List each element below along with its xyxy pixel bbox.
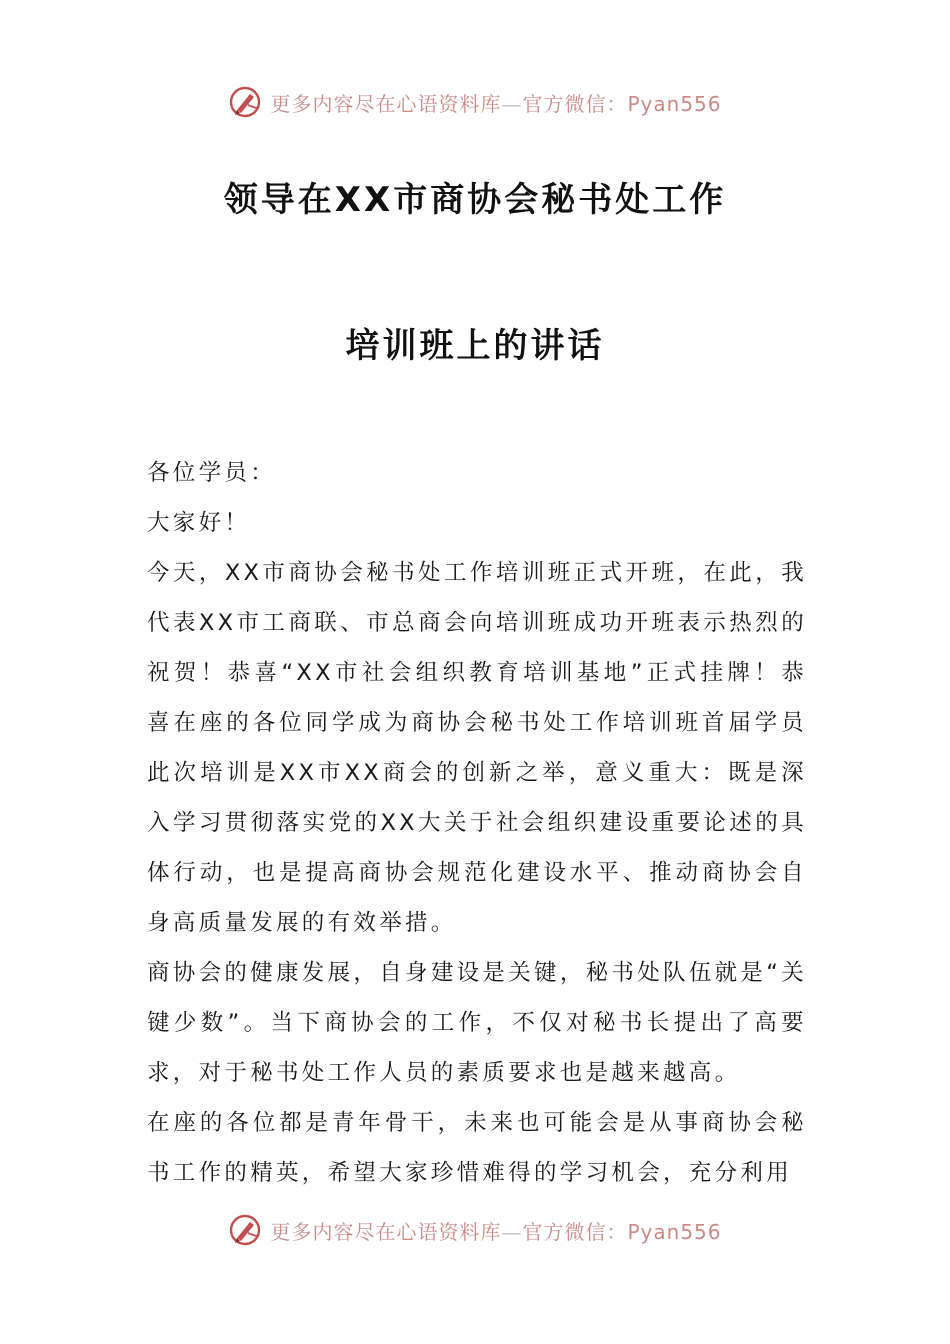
header-banner <box>0 82 950 122</box>
body-paragraph-1: 今天，XX市商协会秘书处工作培训班正式开班，在此，我代表XX市工商联、市总商会向培训班成功开班表示热烈的祝贺！恭喜“XX市社会组织教育培训基地”正式挂牌！恭喜在座的各位同学成为商协会秘书处工作培训班首届学员此次培训是XX市XX商会的创新之举，意义重大：既是深入学习贯彻落实党的XX大关于社会组织建设重要论述的具体行动，也是提高商协会规范化建设水平、推动商协会自身高质量发展的有效举措。 <box>147 560 807 936</box>
document-title-line-1: 领导在XX市商协会秘书处工作 <box>223 180 727 220</box>
header-banner-label: 官方微信： <box>522 91 628 116</box>
footer-banner <box>0 1210 950 1250</box>
salutation: 各位学员： <box>147 460 277 486</box>
footer-banner-text <box>270 1216 721 1245</box>
pen-logo-icon <box>228 85 262 119</box>
footer-banner-slogan: 更多内容尽在心语资料库 <box>270 1219 502 1244</box>
footer-banner-wechat-id: Pyan556 <box>627 1219 722 1244</box>
header-banner-slogan: 更多内容尽在心语资料库 <box>270 91 502 116</box>
header-banner-wechat-id: Pyan556 <box>627 91 722 116</box>
document-body <box>147 448 807 1198</box>
body-paragraph-3: 在座的各位都是青年骨干，未来也可能会是从事商协会秘书工作的精英，希望大家珍惜难得的学习机会，充分利用 <box>147 1110 807 1186</box>
footer-banner-separator: — <box>501 1219 523 1244</box>
document-title-line-2: 培训班上的讲话 <box>345 326 605 366</box>
header-banner-separator: — <box>501 91 523 116</box>
footer-banner-label: 官方微信： <box>522 1219 628 1244</box>
header-banner-text <box>270 88 721 117</box>
pen-logo-icon <box>228 1213 262 1247</box>
body-paragraph-2: 商协会的健康发展，自身建设是关键，秘书处队伍就是“关键少数”。当下商协会的工作，不仅对秘书长提出了高要求，对于秘书处工作人员的素质要求也是越来越高。 <box>147 960 807 1086</box>
greeting: 大家好！ <box>147 510 251 536</box>
